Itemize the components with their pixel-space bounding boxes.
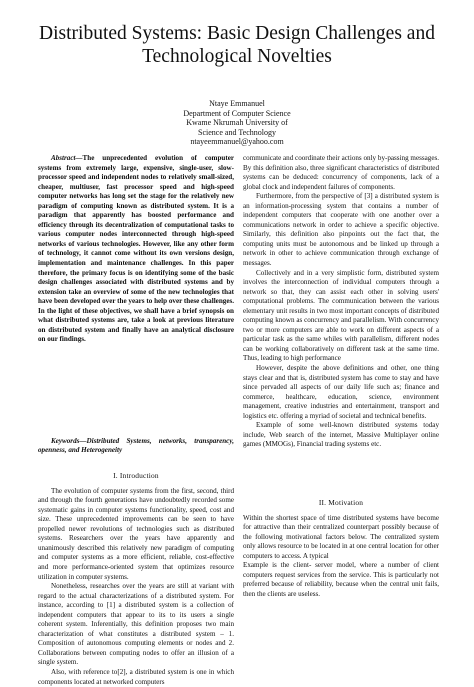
intro-paragraph-1: The evolution of computer systems from the first, second, third and through the fourth generations have undoubtedly recorded some systematic gains in computer systems functionality, speed, cost and size. These unprecedented improvements can be seen to have propelled newer revolutions of technologies such as distributed systems. Researchers over the years have apparently and unanimously described this relatively new paradigm of computing and computer systems as a more efficient, reliable, cost-effective and more performance-oriented system that optimizes resource utilization in computer systems. (38, 486, 234, 581)
author-email: ntayeemmanuel@yahoo.com (190, 137, 284, 147)
title-line-2: Technological Novelties (142, 46, 332, 67)
right-paragraph-1: communicate and coordinate their actions only by-passing messages. By this definition also, three significant characteristics of distributed systems can be deduced: concurrency of components, lack of a global clock and independent failures of components. (243, 154, 439, 191)
right-column (243, 154, 439, 599)
author-name: Ntaye Emmanuel (209, 99, 265, 108)
right-paragraph-4: However, despite the above definitions and other, one thing stays clear and that is, distributed system has come to stay and have since pervaded all aspects of our daily life such as; finance and commerce, healthcare, education, science, environment management, creative industries and entertainment, transport and logistics etc. offering a myriad of societal and technical benefits. (243, 364, 439, 420)
section-heading-introduction: I. Introduction (113, 471, 159, 481)
abstract (38, 154, 234, 345)
author-department: Department of Computer Science (183, 108, 291, 118)
keywords-text: Distributed Systems, networks, transparency, openness, and Heterogeneity (38, 436, 234, 455)
section-heading-motivation: II. Motivation (318, 497, 364, 507)
intro-paragraph-2: Nonetheless, researches over the years are still at variant with regard to the actual characterizations of a distributed system. For instance, according to [1] a distributed system is a collection of independent computers that appear to its to its users a single coherent system. Inferentially, this definition proposes two main characterization of what constitutes a distributed system – 1. Composition of autonomous computing elements or nodes and 2. Collaborations between computing nodes to offer an illusion of a single system. (38, 582, 234, 667)
author-university-line2: Science and Technology (198, 127, 276, 137)
intro-paragraph-3: Also, with reference to[2], a distributed system is one in which components located at networked computers (38, 667, 234, 686)
motivation-paragraph-2: Example is the client- server model, where a number of client computers request services from the service. This is particularly not preferred because of reliability, because when the central unit fails, then the clients are useless. (243, 561, 439, 598)
paper-title (20, 22, 454, 68)
left-column (38, 154, 234, 687)
right-paragraph-5: Example of some well-known distributed systems today include, Web search of the internet, Massive Multiplayer online games (MMOGs), Financial trading systems etc. (243, 421, 439, 449)
motivation-paragraph-1: Within the shortest space of time distributed systems have become for attractive than their centralized counterpart possibly because of the following motivational factors below. The centralized system only allows resource to be located in at one central location for other computers to access. A typical (243, 513, 439, 560)
author-university: Kwame Nkrumah University of (186, 118, 288, 128)
right-paragraph-3: Collectively and in a very simplistic form, distributed system involves the interconnection of individual computers through a network so that, they can assist each other in solving users' computational problems. The communication between the various elementary unit results in two most important concepts of distributed computing known as concurrency and parallelism. With concurrency two or more computers are able to work on different aspects of a particular task as the same whiles with parallelism, different nodes can be working collaboratively on different task at the same time. Thus, leading to high performance (243, 268, 439, 363)
author-block (120, 99, 354, 147)
abstract-label: Abstract— (51, 154, 83, 162)
keywords (38, 437, 234, 456)
abstract-text: The unprecedented evolution of computer systems from extremely large, expensive, single-user, slow-processor speed and independent nodes to relatively small-sized, cheaper, multiuser, fast processor speed and high-speed computer networks has long set the stage for the relatively new paradigm of computing known as distributed system. It is a paradigm that apparently has boosted performance and efficiency through its decentralization of computational tasks to various computer nodes interconnected through high-speed networks of various technologies. However, like any other form of technology, it cannot come without its own versions design, implementation and maintenance challenges. In this paper therefore, the primary focus is on identifying some of the basic design challenges associated with distributed systems and by extension take an overview of some of the new technologies that have been developed over the years to help over these challenges. In the light of these objectives, we shall have a brief synopsis on what distributed systems are, take a look at previous literature on distributed system and finally have an analytical disclosure on our findings. (38, 154, 234, 344)
keywords-label: Keywords— (51, 436, 87, 445)
title-line-1: Distributed Systems: Basic Design Challenges and (39, 23, 435, 44)
right-paragraph-2: Furthermore, from the perspective of [3] a distributed system is an information-processing system that contains a number of independent computers that cooperate with one another over a communications network in order to achieve a specific objective. Similarly, this definition also pinpoints out the fact that, the computing units must be autonomous and be linked up through a network in other to achieve communication through exchange of messages. (243, 192, 439, 268)
